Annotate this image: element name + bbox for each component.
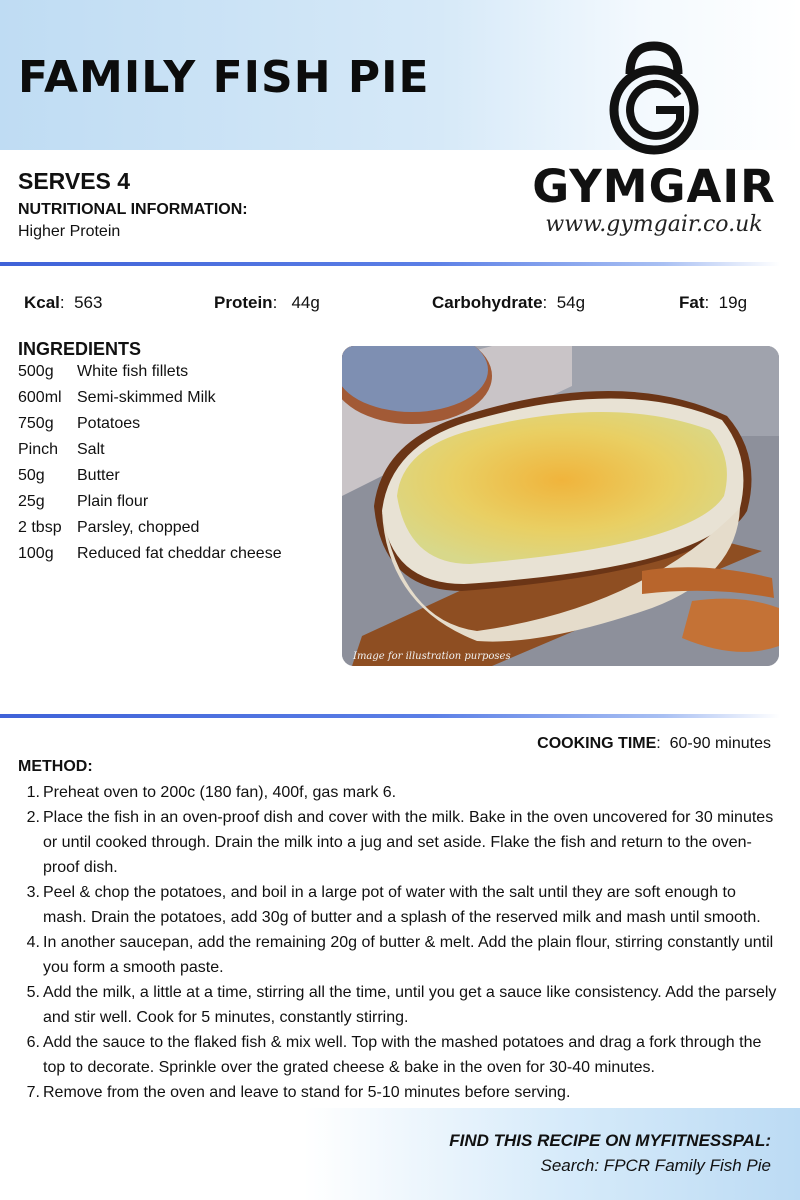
method-step bbox=[18, 780, 778, 805]
step-text: Add the sauce to the flaked fish & mix well. Top with the mashed potatoes and drag a fork through the top to decorate. Sprinkle over the grated cheese & bake in the oven for 30-40 minutes. bbox=[43, 1034, 762, 1076]
step-text: Remove from the oven and leave to stand for 5-10 minutes before serving. bbox=[43, 1084, 571, 1101]
step-number: 3. bbox=[26, 884, 40, 901]
ingredient-name: Salt bbox=[77, 441, 105, 458]
cooking-time: COOKING TIME: 60-90 minutes bbox=[537, 735, 771, 752]
ingredient-qty: 500g bbox=[18, 363, 54, 380]
ingredient-name: Plain flour bbox=[77, 493, 149, 510]
kcal-label: Kcal bbox=[24, 293, 60, 312]
ingredient-qty: Pinch bbox=[18, 441, 59, 458]
serves-label: SERVES 4 bbox=[18, 168, 131, 194]
kettlebell-g-icon bbox=[522, 40, 786, 160]
protein-label: Protein bbox=[214, 293, 273, 312]
ingredient-qty: 100g bbox=[18, 545, 54, 562]
step-number: 4. bbox=[26, 934, 40, 951]
step-text: In another saucepan, add the remaining 20g of butter & melt. Add the plain flour, stirring constantly until you form a smooth paste. bbox=[43, 934, 774, 976]
fat-value: 19g bbox=[718, 293, 748, 312]
ingredient-name: Semi-skimmed Milk bbox=[77, 389, 216, 406]
photo-caption: Image for illustration purposes bbox=[353, 651, 511, 662]
carb-label: Carbohydrate bbox=[432, 293, 543, 312]
step-text: Peel & chop the potatoes, and boil in a large pot of water with the salt until they are soft enough to mash. Drain the potatoes, add 30g of butter and a splash of the reserved milk and mash until smooth. bbox=[43, 884, 761, 926]
ingredient-qty: 25g bbox=[18, 493, 45, 510]
brand-name: GYMGAIR bbox=[532, 160, 776, 213]
step-number: 6. bbox=[26, 1034, 40, 1051]
ingredient-name: Reduced fat cheddar cheese bbox=[77, 545, 282, 562]
page-title: FAMILY FISH PIE bbox=[18, 52, 430, 103]
section-divider bbox=[0, 262, 780, 266]
brand-logo bbox=[522, 40, 786, 240]
step-number: 2. bbox=[26, 809, 40, 826]
step-text: Add the milk, a little at a time, stirring all the time, until you get a sauce like consistency. Add the parsely and stir well. Cook for 5 minutes, constantly stirring. bbox=[43, 984, 777, 1026]
step-number: 1. bbox=[26, 784, 40, 801]
method-step bbox=[18, 805, 778, 880]
footer-band bbox=[0, 1108, 800, 1200]
ingredient-name: White fish fillets bbox=[77, 363, 189, 380]
myfitnesspal-search-term: Search: FPCR Family Fish Pie bbox=[540, 1156, 771, 1175]
carb-value: 54g bbox=[556, 293, 586, 312]
kcal-stat: Kcal: 563 bbox=[24, 293, 103, 312]
step-text: Preheat oven to 200c (180 fan), 400f, gas mark 6. bbox=[43, 784, 397, 801]
ingredient-name: Parsley, chopped bbox=[77, 519, 200, 536]
carb-stat: Carbohydrate: 54g bbox=[432, 293, 586, 312]
step-text: Place the fish in an oven-proof dish and cover with the milk. Bake in the oven uncovered for 30 minutes or until cooked through. Drain the milk into a jug and set aside. Flake the fish and return to the oven-proof dish. bbox=[43, 809, 774, 876]
kcal-value: 563 bbox=[74, 293, 103, 312]
step-number: 7. bbox=[26, 1084, 40, 1101]
method-step bbox=[18, 1030, 778, 1080]
method-step bbox=[18, 980, 778, 1030]
method-steps bbox=[18, 780, 778, 1105]
cooking-time-value: 60-90 minutes bbox=[669, 735, 771, 752]
section-divider bbox=[0, 714, 780, 718]
ingredient-qty: 50g bbox=[18, 467, 45, 484]
step-number: 5. bbox=[26, 984, 40, 1001]
protein-value: 44g bbox=[291, 293, 320, 312]
ingredients-heading: INGREDIENTS bbox=[18, 339, 142, 359]
protein-stat: Protein: 44g bbox=[214, 293, 320, 312]
myfitnesspal-callout: FIND THIS RECIPE ON MYFITNESSPAL: bbox=[449, 1131, 771, 1150]
method-step bbox=[18, 930, 778, 980]
ingredient-qty: 600ml bbox=[18, 389, 62, 406]
method-step bbox=[18, 880, 778, 930]
nutrition-heading: NUTRITIONAL INFORMATION: bbox=[18, 201, 248, 218]
fat-label: Fat bbox=[679, 293, 705, 312]
ingredient-name: Potatoes bbox=[77, 415, 141, 432]
ingredient-name: Butter bbox=[77, 467, 120, 484]
fat-stat: Fat: 19g bbox=[679, 293, 748, 312]
ingredient-qty: 750g bbox=[18, 415, 54, 432]
cooking-time-label: COOKING TIME bbox=[537, 735, 657, 752]
ingredient-qty: 2 tbsp bbox=[18, 519, 62, 536]
method-step bbox=[18, 1080, 778, 1105]
method-heading: METHOD: bbox=[18, 758, 93, 775]
nutrition-subtitle: Higher Protein bbox=[18, 223, 121, 240]
fish-pie-dish-photo bbox=[342, 346, 779, 666]
brand-url: www.gymgair.co.uk bbox=[545, 212, 763, 237]
